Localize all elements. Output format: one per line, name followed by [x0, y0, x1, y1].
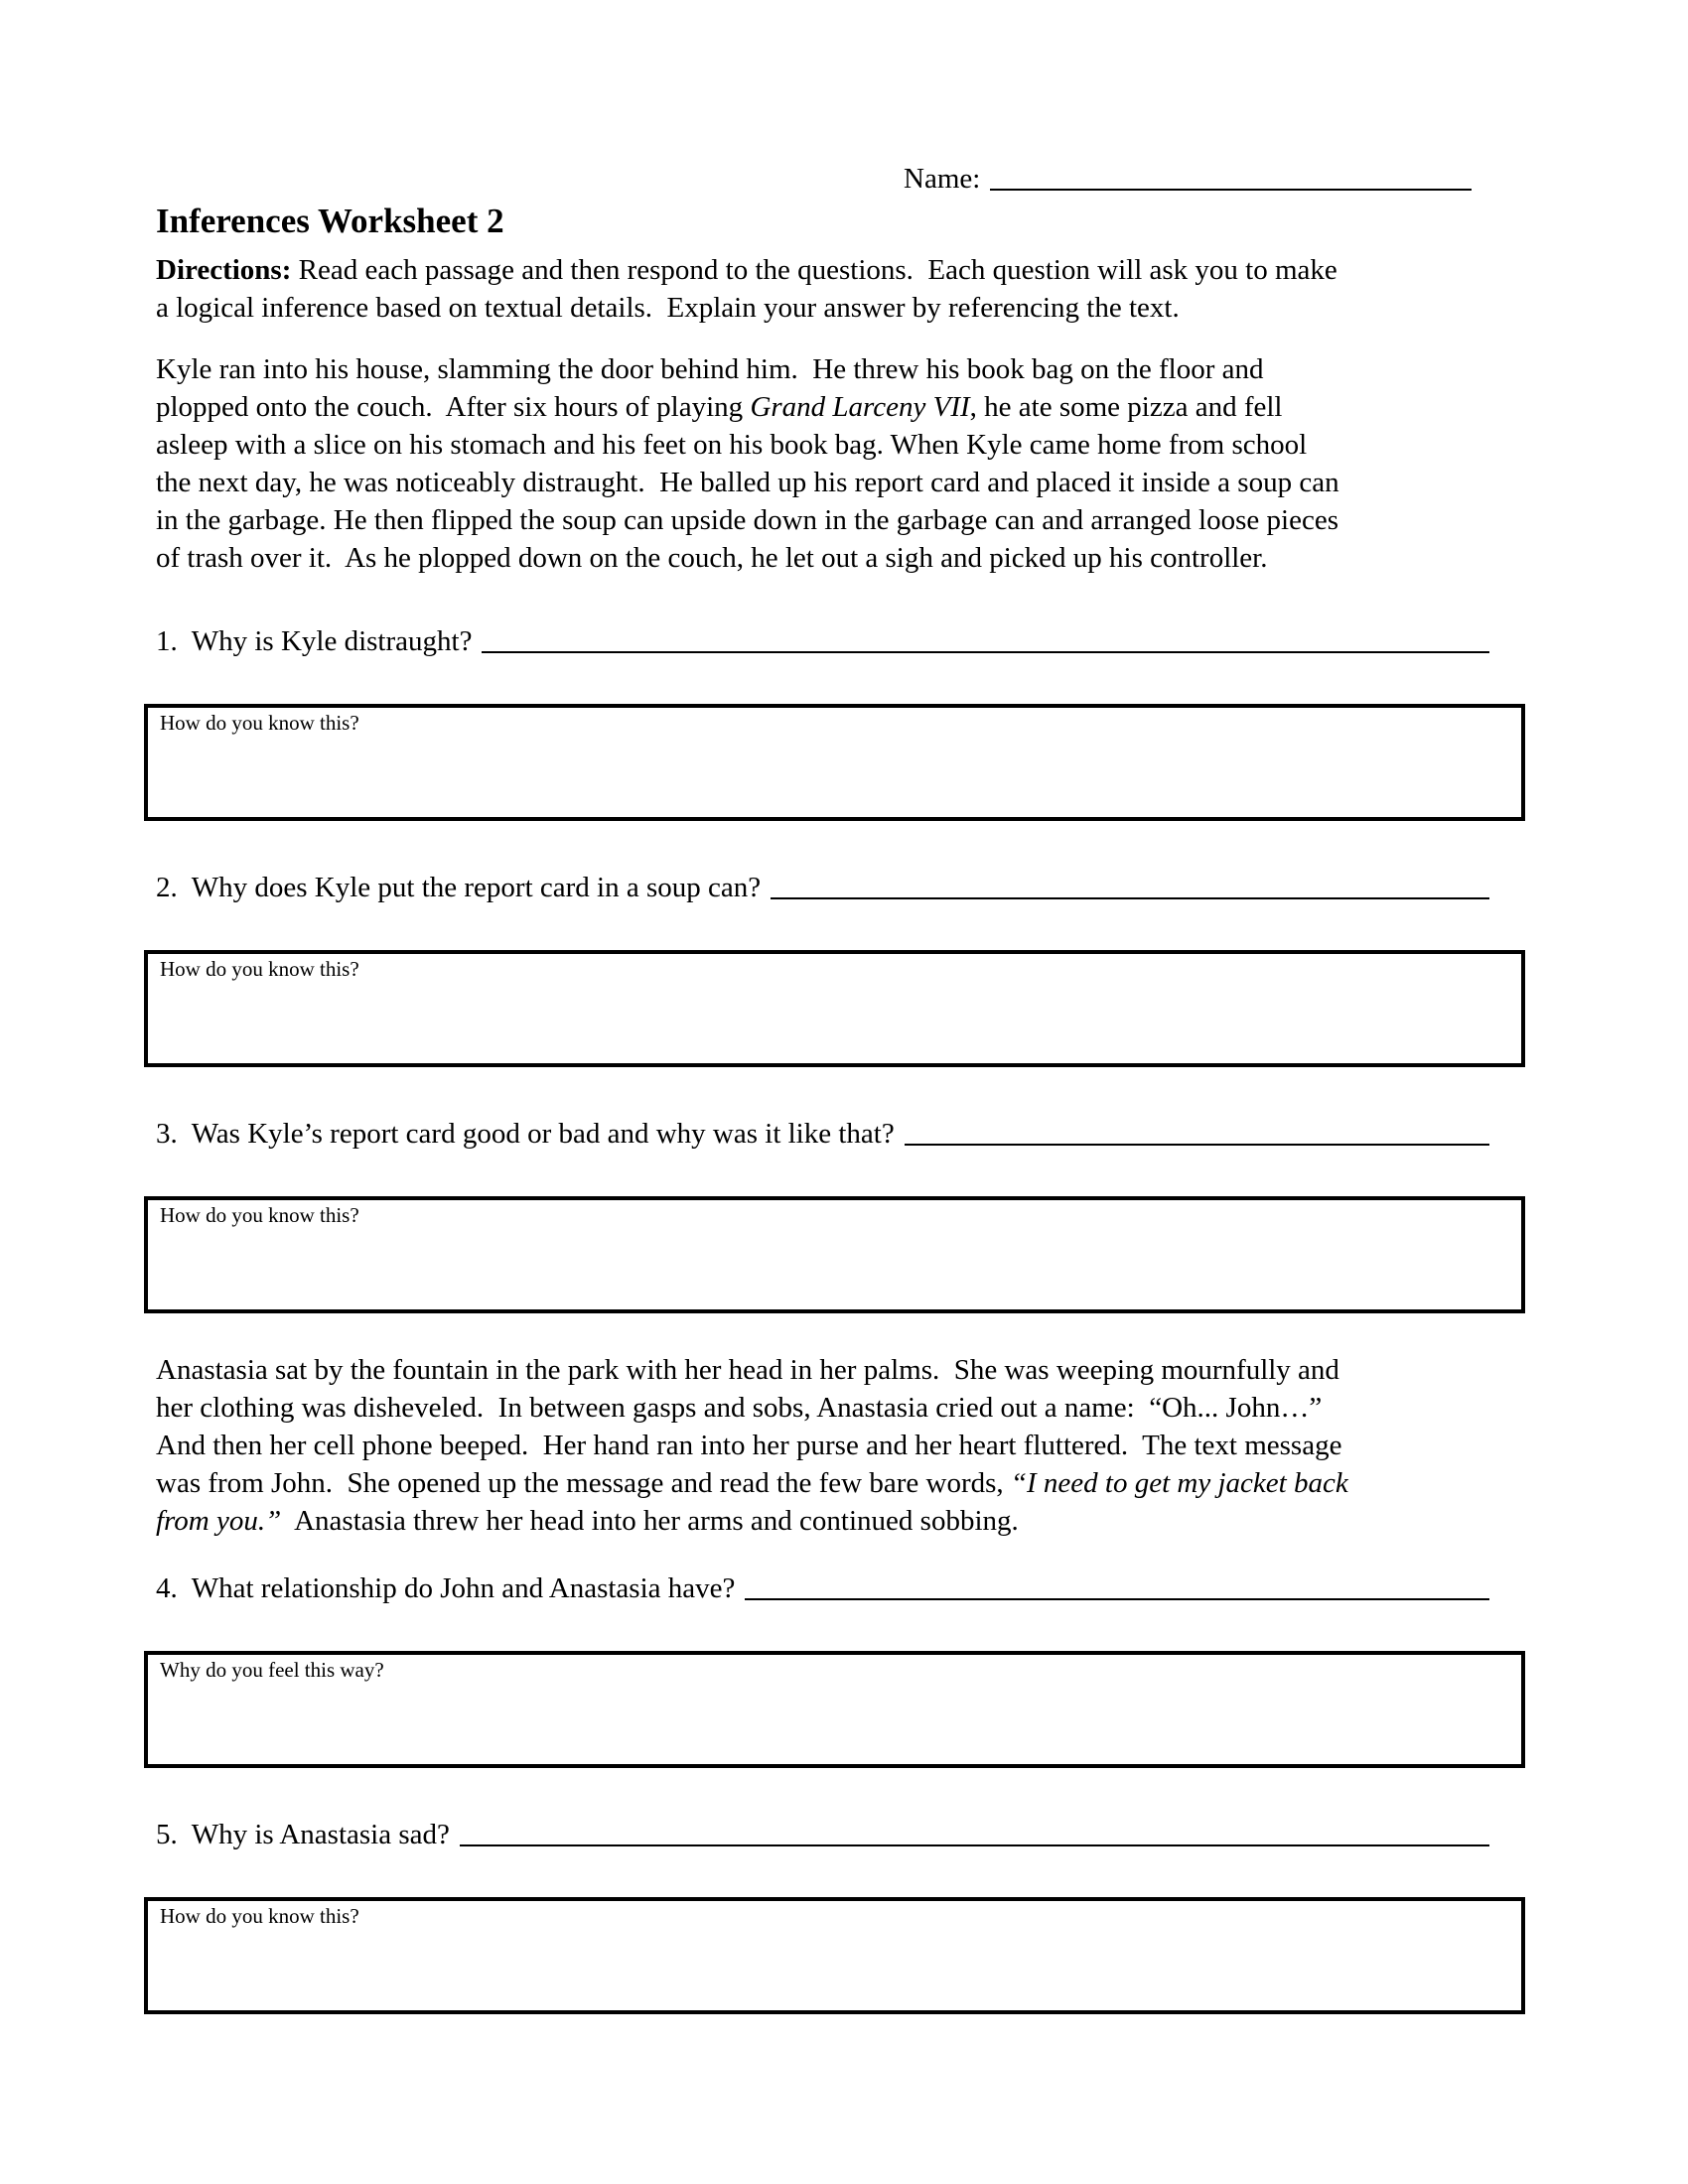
name-row	[904, 165, 1489, 194]
question-3-answer-line[interactable]	[905, 1144, 1489, 1146]
question-5-answer-line[interactable]	[460, 1844, 1489, 1846]
question-4-number: 4.	[156, 1572, 178, 1604]
answer-box-5-label: How do you know this?	[160, 1904, 359, 1928]
answer-box-4[interactable]	[144, 1651, 1525, 1768]
passage-anastasia: Anastasia sat by the fountain in the park with her head in her palms. She was weeping mournfully and her clothing was disheveled. In between gasps and sobs, Anastasia cried out a name: “Oh... John…” And then her cell phone beeped. Her hand ran into her purse and her heart fluttered. The text message was from John. She opened up the message and read the few bare words, “I need to get my jacket back from you.” Anastasia threw her head into her arms and continued sobbing.	[156, 1354, 1348, 1537]
answer-box-4-label: Why do you feel this way?	[160, 1658, 384, 1682]
question-2-text: Why does Kyle put the report card in a soup can?	[191, 872, 762, 903]
question-5-text: Why is Anastasia sad?	[191, 1819, 450, 1850]
question-4	[156, 1570, 1489, 1607]
answer-box-1[interactable]	[144, 704, 1525, 821]
question-1-number: 1.	[156, 625, 178, 657]
answer-box-1-label: How do you know this?	[160, 711, 359, 735]
answer-box-5[interactable]	[144, 1897, 1525, 2014]
answer-box-2-label: How do you know this?	[160, 957, 359, 981]
directions: Directions: Read each passage and then respond to the questions. Each question will ask you to make a logical inference based on textual details. Explain your answer by referencing the text.	[156, 254, 1337, 324]
question-2	[156, 869, 1489, 906]
question-2-number: 2.	[156, 872, 178, 903]
question-3	[156, 1115, 1489, 1153]
question-4-text: What relationship do John and Anastasia have?	[191, 1572, 736, 1604]
question-1-answer-line[interactable]	[482, 651, 1489, 653]
question-4-answer-line[interactable]	[745, 1598, 1489, 1600]
question-1-text: Why is Kyle distraught?	[191, 625, 473, 657]
question-5	[156, 1816, 1489, 1853]
question-3-text: Was Kyle’s report card good or bad and why was it like that?	[191, 1118, 895, 1150]
answer-box-3[interactable]	[144, 1196, 1525, 1313]
question-3-number: 3.	[156, 1118, 178, 1150]
passage-kyle: Kyle ran into his house, slamming the door behind him. He threw his book bag on the floor and plopped onto the couch. After six hours of playing Grand Larceny VII, he ate some pizza and fell asleep with a slice on his stomach and his feet on his book bag. When Kyle came home from school the next day, he was noticeably distraught. He balled up his report card and placed it inside a soup can in the garbage. He then flipped the soup can upside down in the garbage can and arranged loose pieces of trash over it. As he plopped down on the couch, he let out a sigh and picked up his controller.	[156, 353, 1339, 574]
name-label: Name:	[904, 163, 981, 195]
page-title: Inferences Worksheet 2	[156, 202, 504, 240]
question-2-answer-line[interactable]	[771, 897, 1489, 899]
answer-box-2[interactable]	[144, 950, 1525, 1067]
answer-box-3-label: How do you know this?	[160, 1203, 359, 1227]
question-5-number: 5.	[156, 1819, 178, 1850]
question-1	[156, 622, 1489, 660]
name-blank-line[interactable]	[990, 189, 1472, 191]
